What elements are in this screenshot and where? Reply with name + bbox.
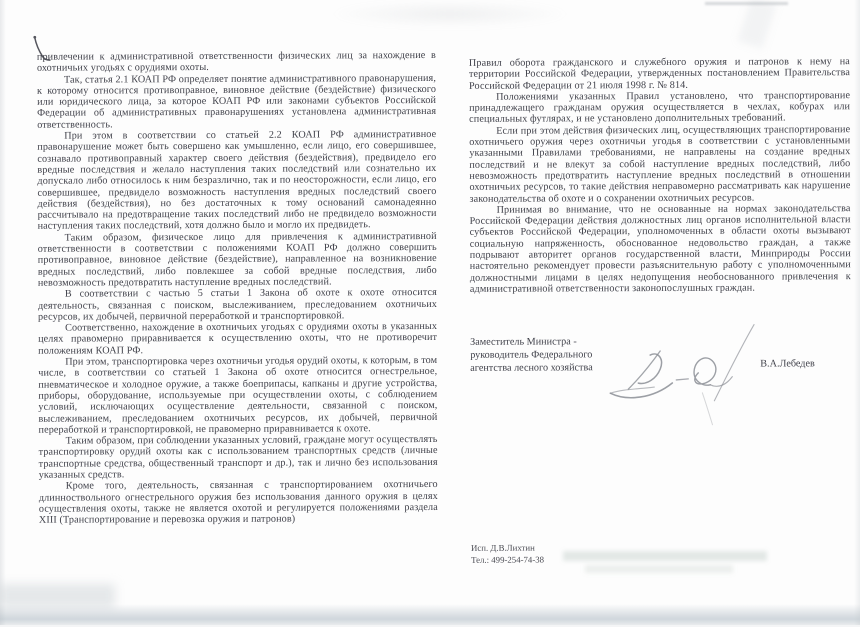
paragraph: При этом, транспортировка через охотничьи угодья орудий охоты, к которым, в том числе, в соответствии со статьей 1 Закона об охоте относится огнестрельное, пневматическое и холодное оружие, а также боеприпасы, капканы и другие устройства, приборы, оборудование, используемые при осуществлении охоты, с соблюдением условий, исключающих осуществление деятельности, связанной с поиском, выслеживанием, преследованием охотничьих ресурсов, их добычей, первичной переработкой и транспортировкой, не правомерно приравнивается к охоте. — [38, 354, 438, 436]
executor-name: Исп. Д.В.Лихтин — [471, 542, 535, 553]
paragraph: Таким образом, физическое лицо для привлечения к административной ответственности в соответствии с положениями КОАП РФ должно совершить противоправное, виновное действие (бездействие), направленное на возникновение вредных последствий, либо повлекшее за собой вредные последствия, либо невозможность предотвратить наступление вредных последствий. — [37, 230, 437, 289]
signatory-name: В.А.Лебедев — [760, 358, 815, 370]
handwritten-signature — [598, 317, 769, 433]
paragraph: Таким образом, при соблюдении указанных условий, граждане могут осуществлять транспортировку орудий охоты как с использованием транспортных средств (личные транспортные средства, общественный транспорт и др.), так и лично без использования указанных средств. — [38, 434, 438, 481]
executor-block — [471, 543, 544, 566]
signatory-position-line: руководитель Федерального — [470, 349, 593, 361]
paragraph: В соответствии с частью 5 статьи 1 Закона об охоте к охоте относится деятельность, связанная с поиском, выслеживанием, преследованием охотничьих ресурсов, их добычей, первичной переработкой и транспортировкой. — [37, 287, 437, 323]
signatory-position-line: агентства лесного хозяйства — [470, 362, 593, 374]
paragraph: Если при этом действия физических лиц, осуществляющих транспортирование охотничьего оружия через охотничьи угодья в соответствии с установленными указанными Правилами требованиями, не направлены на создание вредных последствий и не влекут за собой наступление вредных последствий, либо невозможность предотвратить наступление вредных последствий в отношении охотничьих ресурсов, то такие действия неправомерно рассматривать как нарушение законодательства об охоте и о сохранении охотничьих ресурсов. — [469, 123, 851, 205]
paragraph: Принимая во внимание, что не основанные на нормах законодательства Российской Федерации действия должностных лиц органов исполнительной власти субъектов Российской Федерации, уполномоченных в области охоты вызывают социальную напряженность, обоснованное недовольство граждан, а также подрывают авторитет органов государственной власти, Минприроды России настоятельно рекомендует провести разъяснительную работу с уполномоченными должностными лицами в целях недопущения необоснованного привлечения к административной ответственности законопослушных граждан. — [469, 203, 851, 295]
paragraph: привлечении к административной ответственности физических лиц за нахождение в охотничьих угодьях с орудиями охоты. — [36, 49, 436, 75]
paragraph: Соответственно, нахождение в охотничьих угодьях с орудиями охоты в указанных целях правомерно приравнивается к осуществлению охоты, что не противоречит положениям КОАП РФ. — [38, 321, 438, 357]
left-column — [37, 50, 438, 526]
paragraph: Кроме того, деятельность, связанная с транспортированием охотничьего длинноствольного огнестрельного оружия без использования данного оружия в целях осуществления охоты, также не является охотой и регулируется положениями раздела XIII (Транспортирование и перевозка оружия и патронов) — [38, 479, 438, 526]
paragraph: При этом в соответствии со статьей 2.2 КОАП РФ административное правонарушение может быть совершено как умышленно, если лицо, его совершившее, сознавало противоправный характер своего действия (бездействия), предвидело его вредные последствия и желало наступления таких последствий или сознательно их допускало либо относилось к ним безразлично, так и по неосторожности, если лицо, его совершившее, предвидело возможность наступления вредных последствий своего действия (бездействия), но без достаточных к тому оснований самонадеянно рассчитывало на предотвращение таких последствий либо не предвидело возможности наступления таких последствий, хотя должно было и могло их предвидеть. — [37, 129, 437, 233]
right-column — [469, 56, 851, 295]
signatory-position-line: Заместитель Министра - — [470, 336, 577, 348]
executor-phone: Тел.: 499-254-74-38 — [471, 554, 545, 565]
paragraph: Так, статья 2.1 КОАП РФ определяет понятие административного правонарушения, к которому относится противоправное, виновное действие (бездействие) физического или юридического лица, за которое КОАП РФ или законами субъектов Российской Федерации об административных правонарушениях установлена административная ответственность. — [37, 72, 437, 131]
paragraph: Положениями указанных Правил установлено, что транспортирование принадлежащего гражданам оружия осуществляется в чехлах, кобурах или специальных футлярах, и не установлено дополнительных требований. — [469, 90, 851, 126]
paragraph: Правил оборота гражданского и служебного оружия и патронов к нему на территории Российской Федерации, утвержденных постановлением Правительства Российской Федерации от 21 июля 1998 г. № 814. — [468, 56, 850, 92]
